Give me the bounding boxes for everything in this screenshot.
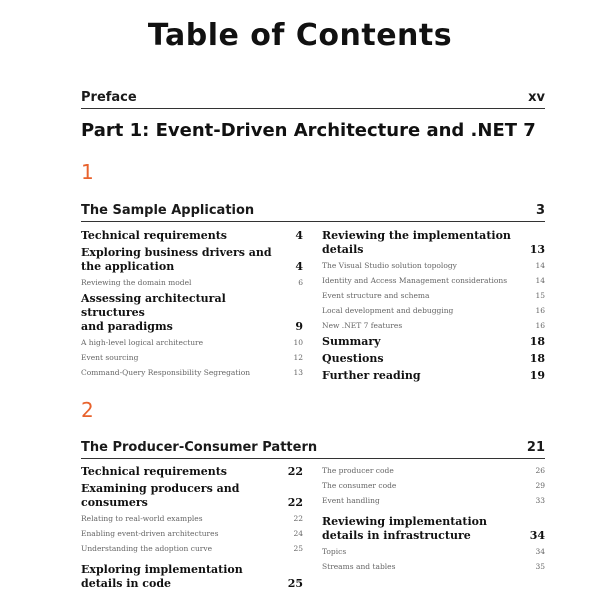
toc-subentry[interactable]: Understanding the adoption curve 25 xyxy=(81,544,303,553)
part-title: Part 1: Event-Driven Architecture and .NET 7 xyxy=(81,120,536,141)
toc-entry[interactable]: Examining producers and consumers 22 xyxy=(81,482,303,509)
chapter-2-page: 21 xyxy=(526,440,545,455)
chapter-2-entry[interactable] xyxy=(81,435,545,459)
chapter-2-number: 2 xyxy=(81,398,94,422)
toc-entry[interactable]: Technical requirements 4 xyxy=(81,229,303,242)
chapter-2-title: The Producer-Consumer Pattern xyxy=(81,440,318,455)
toc-subentry[interactable]: Event sourcing 12 xyxy=(81,353,303,362)
toc-subentry[interactable]: Streams and tables 35 xyxy=(322,562,545,571)
toc-subentry[interactable]: The consumer code 29 xyxy=(322,481,545,490)
chapter-2-left-column xyxy=(81,462,303,591)
toc-subentry[interactable]: Enabling event-driven architectures 24 xyxy=(81,529,303,538)
toc-subentry[interactable]: The Visual Studio solution topology 14 xyxy=(322,261,545,270)
toc-subentry[interactable]: Relating to real-world examples 22 xyxy=(81,514,303,523)
chapter-1-entry[interactable] xyxy=(81,198,545,222)
chapter-1-page: 3 xyxy=(535,203,545,218)
toc-subentry[interactable]: The producer code 26 xyxy=(322,466,545,475)
chapter-1-right-column xyxy=(322,226,545,383)
toc-subentry[interactable]: Command-Query Responsibility Segregation 13 xyxy=(81,368,303,377)
toc-subentry[interactable]: Topics 34 xyxy=(322,547,545,556)
toc-subentry[interactable]: New .NET 7 features 16 xyxy=(322,321,545,330)
preface-entry[interactable] xyxy=(81,85,545,109)
toc-subentry[interactable]: Event handling 33 xyxy=(322,496,545,505)
chapter-2-right-column xyxy=(322,462,545,573)
toc-subentry[interactable]: Identity and Access Management considerations 14 xyxy=(322,276,545,285)
chapter-1-left-column xyxy=(81,226,303,379)
toc-entry[interactable]: Exploring business drivers and the application 4 xyxy=(81,246,303,273)
toc-entry[interactable]: Exploring implementation details in code 25 xyxy=(81,563,303,590)
toc-entry[interactable]: Technical requirements 22 xyxy=(81,465,303,478)
toc-subentry[interactable]: Event structure and schema 15 xyxy=(322,291,545,300)
toc-entry[interactable]: Questions 18 xyxy=(322,352,545,365)
chapter-1-title: The Sample Application xyxy=(81,203,255,218)
preface-page: xv xyxy=(528,90,545,105)
toc-subentry[interactable]: Local development and debugging 16 xyxy=(322,306,545,315)
toc-entry[interactable]: Summary 18 xyxy=(322,335,545,348)
toc-entry[interactable]: Reviewing the implementation details 13 xyxy=(322,229,545,256)
toc-subentry[interactable]: Reviewing the domain model 6 xyxy=(81,278,303,287)
toc-entry[interactable]: Further reading 19 xyxy=(322,369,545,382)
toc-entry[interactable]: Assessing architectural structures and paradigms 9 xyxy=(81,292,303,333)
page-title: Table of Contents xyxy=(147,18,453,53)
toc-entry[interactable]: Reviewing implementation details in infrastructure 34 xyxy=(322,515,545,542)
preface-label: Preface xyxy=(81,90,137,105)
toc-subentry[interactable]: A high-level logical architecture 10 xyxy=(81,338,303,347)
chapter-1-number: 1 xyxy=(81,160,94,184)
